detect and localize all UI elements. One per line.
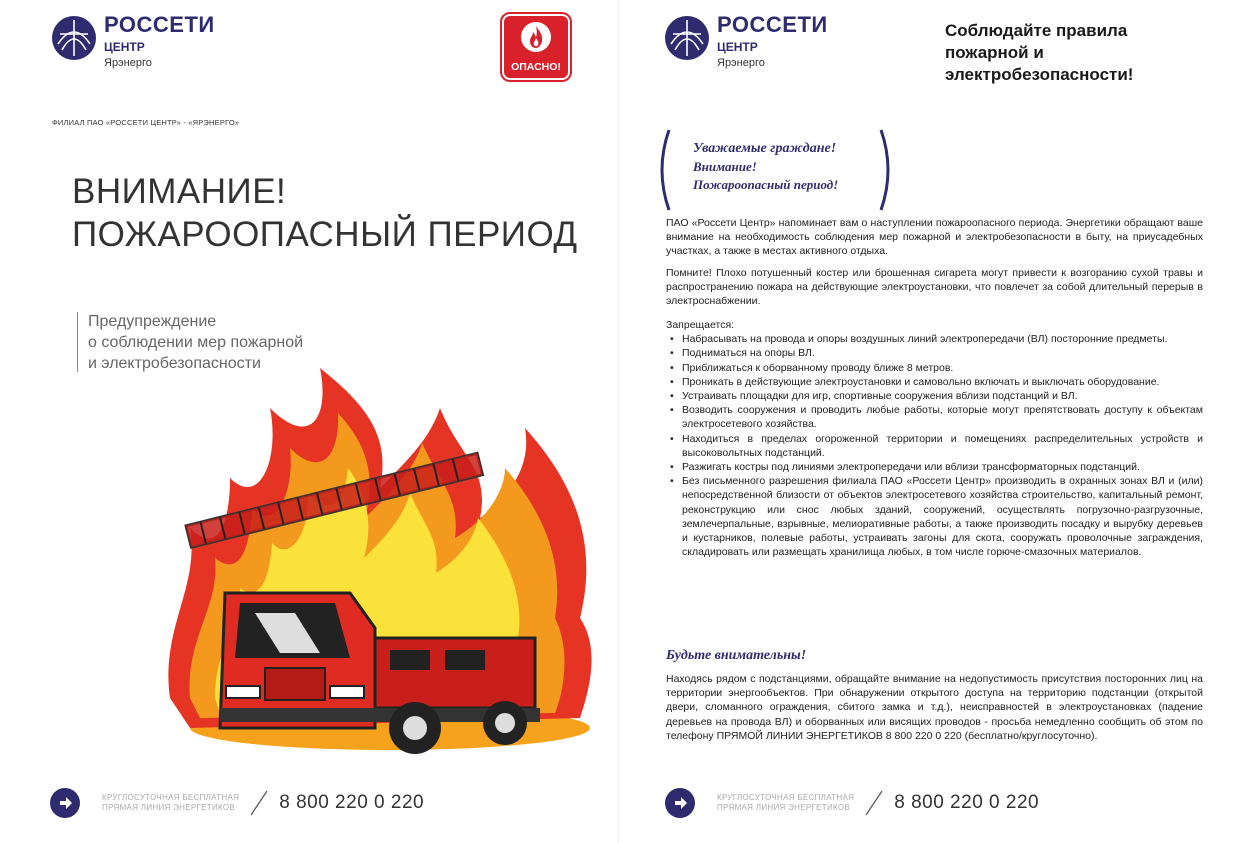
appeal-line-2: Внимание! [693,159,757,174]
fire-danger-icon [521,22,551,52]
rosseti-logo-icon [663,14,711,62]
hotline-caption-line-1: КРУГЛОСУТОЧНАЯ БЕСПЛАТНАЯ [717,793,855,802]
hotline-caption-line-2: ПРЯМАЯ ЛИНИЯ ЭНЕРГЕТИКОВ [102,803,236,812]
warning-line-3: и электробезопасности [88,355,261,372]
appeal-line-3: Пожароопасный период! [693,177,839,192]
rosseti-logo-icon [50,14,98,62]
divider-slash [249,789,269,817]
logo-brand-name: РОССЕТИ [104,12,215,37]
danger-label: ОПАСНО! [511,61,561,73]
careful-paragraph [666,672,1203,743]
logo-subtitle: ЦЕНТР [104,40,145,54]
hotline-caption [717,793,854,813]
hotline-caption-line-2: ПРЯМАЯ ЛИНИЯ ЭНЕРГЕТИКОВ [717,803,851,812]
divider-slash [864,789,884,817]
logo-branch-name: Ярэнерго [104,57,152,69]
hotline-caption [102,793,239,813]
forbidden-section [666,318,1203,559]
appeal-line-1: Уважаемые граждане! [693,141,837,156]
arrow-right-icon [50,788,80,818]
divider [77,312,78,372]
rules-title [945,20,1133,86]
page-title [72,170,578,256]
list-item: • Набрасывать на провода и опоры воздушных линий электропередачи (ВЛ) посторонние предметы. [666,332,1203,346]
warning-line-1: Предупреждение [88,313,217,330]
hotline-phone[interactable]: 8 800 220 0 220 [894,792,1040,813]
right-bracket [877,128,897,212]
hotline-phone[interactable]: 8 800 220 0 220 [279,792,425,813]
intro-paragraph [666,216,1203,259]
rosseti-logo [50,14,215,69]
hotline-footer [50,788,424,818]
forbidden-heading: Запрещается: [666,319,735,331]
list-item: • Возводить сооружения и проводить любые работы, которые могут препятствовать доступу к объектам электросетевого хозяйства. [666,403,1203,431]
leaflet-front-page [0,0,612,843]
list-item: • Разжигать костры под линиями электропередачи или вблизи трансформаторных подстанций. [666,460,1203,474]
forbidden-list [666,332,1203,559]
headline-line-2: ПОЖАРООПАСНЫЙ ПЕРИОД [72,215,578,254]
reminder-paragraph [666,266,1203,309]
list-item: • Проникать в действующие электроустановки и самовольно включать и выключать оборудование. [666,375,1203,389]
intro-text: ПАО «Россети Центр» напоминает вам о наступлении пожароопасного периода. Энергетики обращают ваше внимание на необходимость соблюдения мер пожарной и электробезопасности в быту, на приусадебных участках, а также в местах активного отдыха. [666,217,1203,258]
hotline-caption-line-1: КРУГЛОСУТОЧНАЯ БЕСПЛАТНАЯ [102,793,240,802]
reminder-text: Помните! Плохо потушенный костер или брошенная сигарета могут привести к возгоранию сухой травы и распространению пожара на действующие электроустановки, что повлечет за собой длительный перерыв в электроснабжении. [666,267,1203,308]
headline-line-1: ВНИМАНИЕ! [72,172,287,211]
rules-title-line-3: электробезопасности! [945,65,1134,84]
list-item: • Находиться в пределах огороженной территории и помещениях распределительных устройств и высоковольтных подстанций. [666,432,1203,460]
logo-subtitle: ЦЕНТР [717,40,758,54]
logo-brand-name: РОССЕТИ [717,12,828,37]
left-bracket [653,128,673,212]
fire-truck-illustration [160,368,600,778]
arrow-right-icon [665,788,695,818]
careful-text: Находясь рядом с подстанциями, обращайте внимание на недопустимость присутствия посторонних лиц на территории энергообъектов. При обнаружении открытого доступа на территорию подстанции (открытой двери, сломанного ограждения, сбитого замка и т.д.), неисправностей в электроустановках (падение деревьев на провода ВЛ) и оборванных или висящих проводов - просьба немедленно сообщить об этом по телефону ПРЯМОЙ ЛИНИИ ЭНЕРГЕТИКОВ 8 800 220 0 220 (бесплатно/круглосуточно). [666,673,1203,742]
rules-title-line-1: Соблюдайте правила [945,21,1128,40]
list-item: • Приближаться к оборванному проводу ближе 8 метров. [666,361,1203,375]
list-item: • Подниматься на опоры ВЛ. [666,346,1203,360]
list-item: • Без письменного разрешения филиала ПАО «Россети Центр» производить в охранных зонах ВЛ и (или) непосредственной близости от объектов электросетевого хозяйства строительство, капитальный ремонт, реконструкцию или снос любых зданий, сооружений, осуществлять погрузочно-разгрузочные, землечерпальные, взрывные, мелиоративные работы, а также производить посадку и вырубку деревьев и кустарников, полевые работы, устраивать загоны для скота, сооружать проволочные заграждения, складировать или размещать хранилища любых, в том числе горюче-смазочных материалов. [666,474,1203,559]
warning-line-2: о соблюдении мер пожарной [88,334,304,351]
list-item: • Устраивать площадки для игр, спортивные сооружения вблизи подстанций и ВЛ. [666,389,1203,403]
appeal-block [693,140,838,194]
warning-subtitle [88,311,303,374]
careful-heading: Будьте внимательны! [666,648,807,663]
rules-title-line-2: пожарной и [945,43,1044,62]
logo-branch-name: Ярэнерго [717,57,765,69]
hotline-footer [665,788,1039,818]
branch-caption: ФИЛИАЛ ПАО «РОССЕТИ ЦЕНТР» - «ЯРЭНЕРГО» [52,118,240,127]
danger-badge [502,14,570,80]
rosseti-logo [663,14,828,69]
leaflet-back-page [618,0,1237,843]
